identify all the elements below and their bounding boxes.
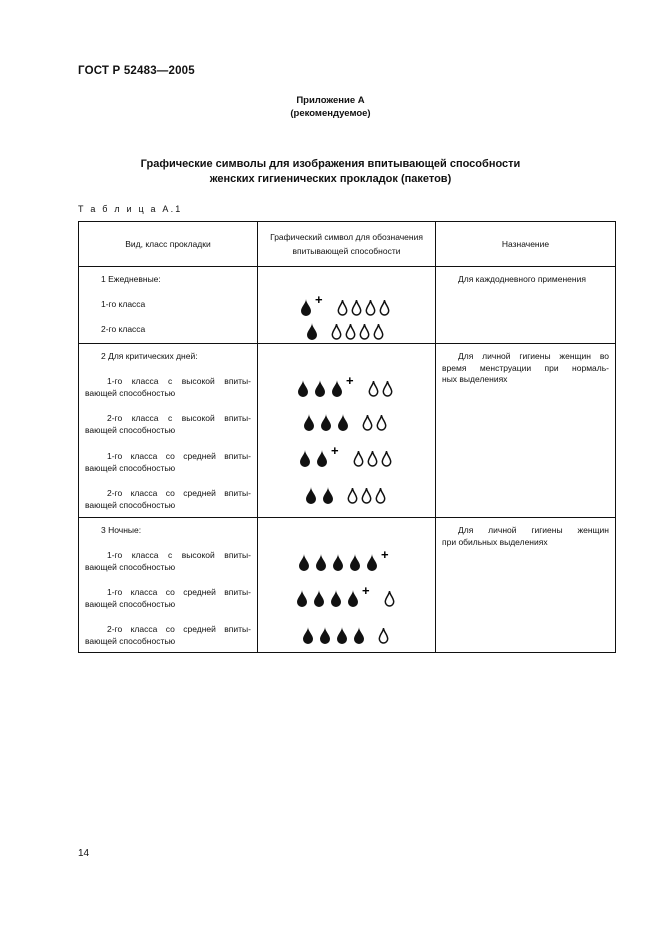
- outline-drop-icon: [348, 488, 356, 503]
- kind-cell-night: [79, 518, 258, 653]
- header-symbol: Графический символ для обозначения впитывающей способности: [258, 222, 436, 267]
- purpose-line: Для каждодневного применения: [458, 274, 586, 284]
- drop-symbol: [300, 295, 397, 317]
- outline-drop-icon: [377, 415, 385, 430]
- purpose-line: ных выделениях: [442, 374, 508, 384]
- row-label: 2-го класса со средней впиты-: [107, 624, 251, 634]
- page-number: 14: [78, 848, 90, 859]
- row-label: вающей способностью: [85, 463, 176, 473]
- purpose-cell-night: [436, 518, 616, 653]
- symbol-cell-daily: [258, 267, 436, 344]
- row-label: 2-го класса со средней впиты-: [107, 488, 251, 498]
- filled-drop-icon: [297, 590, 307, 607]
- filled-drop-icon: [354, 627, 364, 644]
- row-label: 1-го класса: [101, 299, 146, 309]
- purpose-line: время менструации при нормаль-: [442, 362, 609, 373]
- plus-icon: +: [346, 376, 354, 388]
- outline-drop-icon: [354, 451, 362, 466]
- heading-line-1: Графические символы для изображения впитывающей способности: [140, 158, 521, 170]
- absorbency-table: [78, 221, 616, 653]
- row-label: 1-го класса со средней впиты-: [107, 451, 251, 461]
- outline-drop-icon: [362, 488, 370, 503]
- drop-symbol: [303, 410, 394, 432]
- row-label: вающей способностью: [85, 425, 176, 435]
- filled-drop-icon: [367, 554, 377, 571]
- filled-drop-icon: [303, 627, 313, 644]
- standard-number: ГОСТ Р 52483—2005: [78, 65, 195, 77]
- outline-drop-icon: [346, 324, 354, 339]
- group-title: 3 Ночные:: [101, 525, 142, 535]
- drop-symbol: [305, 483, 393, 505]
- filled-drop-icon: [299, 554, 309, 571]
- filled-drop-icon: [331, 590, 341, 607]
- outline-drop-icon: [360, 324, 368, 339]
- kind-cell-daily: [79, 267, 258, 344]
- table-row-daily: [79, 267, 616, 344]
- outline-drop-icon: [352, 300, 360, 315]
- row-label: вающей способностью: [85, 562, 176, 572]
- drop-symbol: [302, 623, 396, 645]
- filled-drop-icon: [307, 323, 317, 340]
- filled-drop-icon: [350, 554, 360, 571]
- filled-drop-icon: [314, 590, 324, 607]
- filled-drop-icon: [337, 627, 347, 644]
- row-label: 2-го класса: [101, 324, 146, 334]
- filled-drop-icon: [321, 414, 331, 431]
- filled-drop-icon: [338, 414, 348, 431]
- filled-drop-icon: [306, 487, 316, 504]
- filled-drop-icon: [301, 299, 311, 316]
- outline-drop-icon: [382, 451, 390, 466]
- table-row-critical-days: [79, 344, 616, 518]
- header-purpose: Назначение: [436, 222, 616, 267]
- row-label: 2-го класса с высокой впиты-: [107, 413, 251, 423]
- outline-drop-icon: [383, 381, 391, 396]
- plus-icon: +: [331, 446, 339, 458]
- outline-drop-icon: [376, 488, 384, 503]
- group-title: 1 Ежедневные:: [101, 274, 161, 284]
- drop-symbol: [306, 319, 391, 341]
- table-header-row: [79, 222, 616, 267]
- row-label: 1-го класса с высокой впиты-: [107, 376, 251, 386]
- symbol-cell-critical: [258, 344, 436, 518]
- filled-drop-icon: [333, 554, 343, 571]
- purpose-cell-critical: [436, 344, 616, 518]
- outline-drop-icon: [374, 324, 382, 339]
- table-row-night: [79, 518, 616, 653]
- filled-drop-icon: [348, 590, 358, 607]
- row-label: 1-го класса со средней впиты-: [107, 587, 251, 597]
- drop-symbol: [296, 586, 402, 608]
- filled-drop-icon: [298, 380, 308, 397]
- outline-drop-icon: [368, 451, 376, 466]
- row-label: 1-го класса с высокой впиты-: [107, 550, 251, 560]
- plus-icon: +: [315, 295, 323, 307]
- outline-drop-icon: [363, 415, 371, 430]
- plus-icon: +: [362, 586, 370, 598]
- group-title: 2 Для критических дней:: [101, 351, 198, 361]
- outline-drop-icon: [369, 381, 377, 396]
- plus-icon: +: [381, 550, 389, 562]
- outline-drop-icon: [366, 300, 374, 315]
- appendix-title: Приложение А: [296, 95, 365, 106]
- outline-drop-icon: [385, 591, 393, 606]
- filled-drop-icon: [316, 554, 326, 571]
- symbol-cell-night: [258, 518, 436, 653]
- outline-drop-icon: [332, 324, 340, 339]
- filled-drop-icon: [317, 450, 327, 467]
- outline-drop-icon: [380, 300, 388, 315]
- kind-cell-critical: [79, 344, 258, 518]
- filled-drop-icon: [304, 414, 314, 431]
- row-label: вающей способностью: [85, 500, 176, 510]
- header-kind: Вид, класс прокладки: [79, 222, 258, 267]
- purpose-line: Для личной гигиены женщин во: [458, 351, 609, 361]
- outline-drop-icon: [379, 628, 387, 643]
- outline-drop-icon: [338, 300, 346, 315]
- row-label: вающей способностью: [85, 599, 176, 609]
- purpose-line: Для личной гигиены женщин: [458, 525, 609, 535]
- purpose-cell-daily: [436, 267, 616, 344]
- purpose-line: при обильных выделениях: [442, 536, 548, 547]
- filled-drop-icon: [332, 380, 342, 397]
- appendix-status: (рекомендуемое): [290, 108, 371, 119]
- table-label: Т а б л и ц а А.1: [78, 204, 183, 214]
- filled-drop-icon: [323, 487, 333, 504]
- drop-symbol: [298, 550, 399, 572]
- filled-drop-icon: [300, 450, 310, 467]
- drop-symbol: [299, 446, 399, 468]
- drop-symbol: [297, 376, 400, 398]
- filled-drop-icon: [315, 380, 325, 397]
- filled-drop-icon: [320, 627, 330, 644]
- row-label: вающей способностью: [85, 388, 176, 398]
- row-label: вающей способностью: [85, 636, 176, 646]
- heading-line-2: женских гигиенических прокладок (пакетов): [209, 173, 452, 185]
